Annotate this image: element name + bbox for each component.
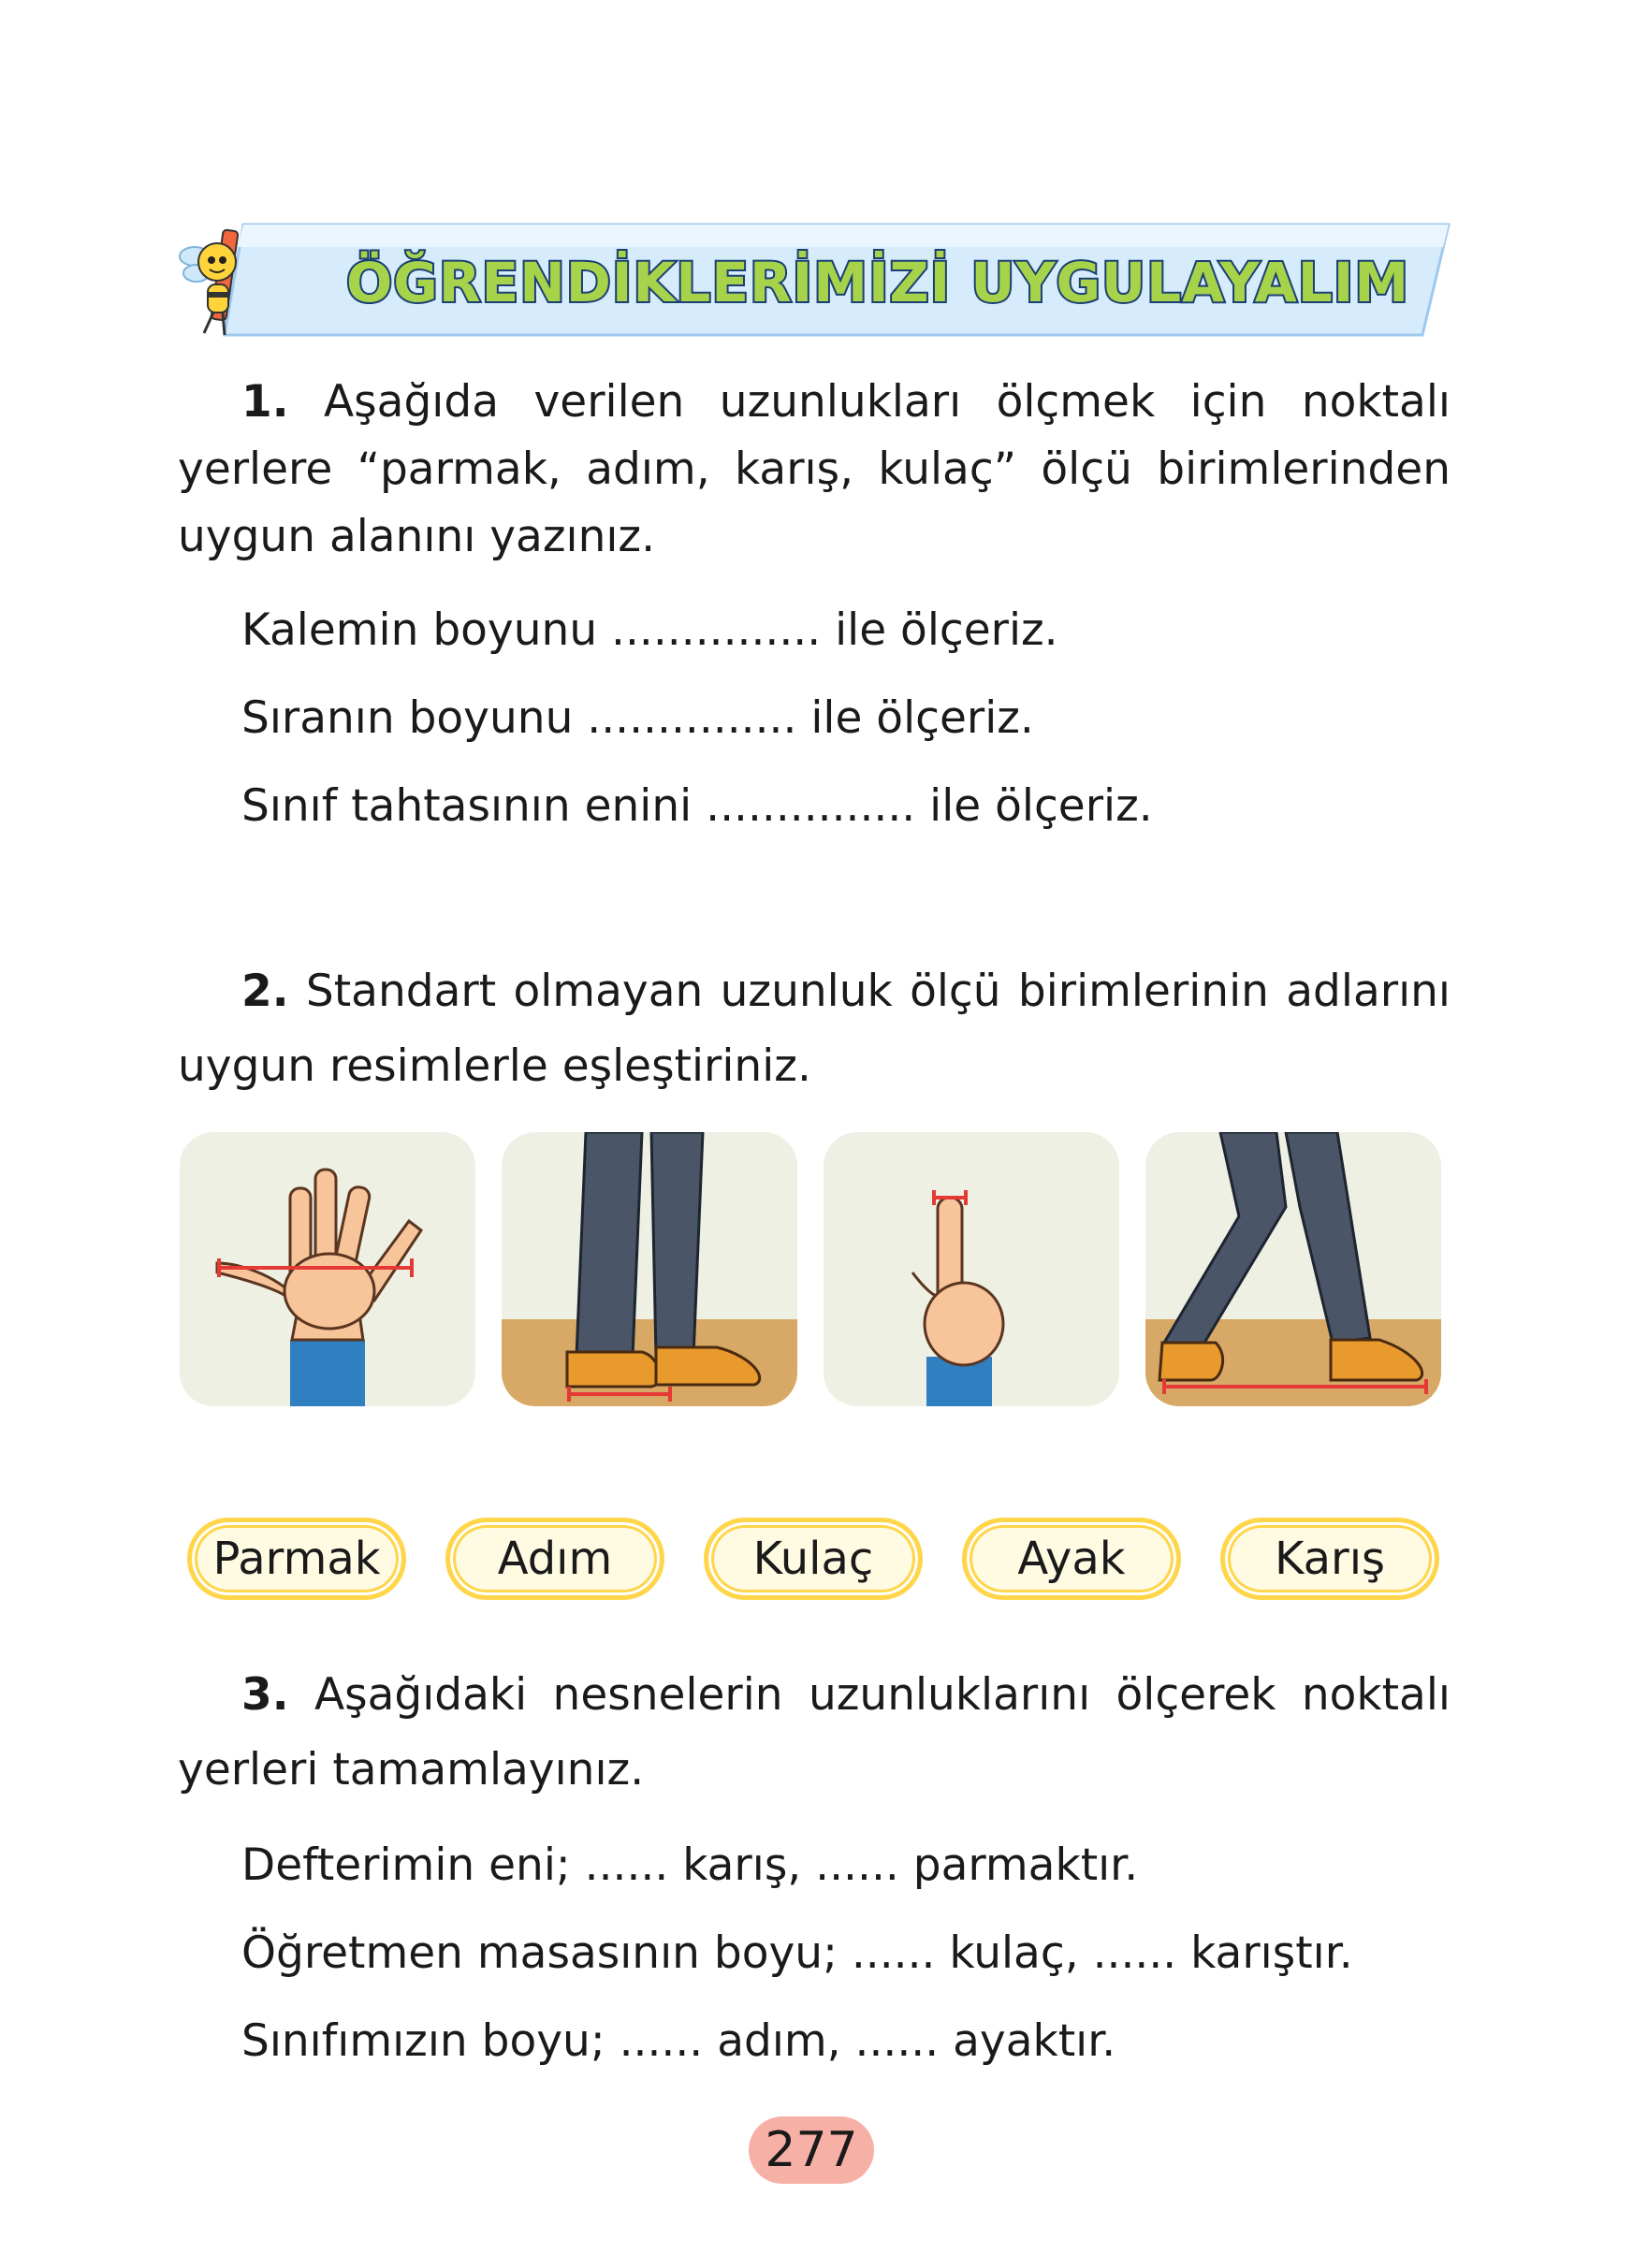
question-1-body: Aşağıda verilen uzunlukları ölçmek için noktalı yerlere “parmak, adım, karış, kulaç” ölçü birimlerinden uygun alanını yazınız. [178,376,1451,562]
option-parmak[interactable]: Parmak [187,1518,406,1600]
question-3-text [178,1658,1451,1808]
option-karis[interactable]: Karış [1220,1518,1439,1600]
question-1-number: 1. [241,376,289,428]
q3-line-3: Sınıfımızın boyu; ...... adım, ...... ayaktır. [241,2015,1116,2067]
question-2-text [178,954,1451,1104]
q3-line-2: Öğretmen masasının boyu; ...... kulaç, ...... karıştır. [241,1927,1353,1979]
question-3-number: 3. [241,1669,289,1721]
section-title: ÖĞRENDİKLERİMİZİ UYGULAYALIM [346,251,1410,314]
q3-line-1: Defterimin eni; ...... karış, ...... parmaktır. [241,1839,1139,1891]
q1-line-1: Kalemin boyunu ............... ile ölçeriz. [241,604,1058,656]
step-length-icon [1145,1132,1441,1406]
hand-span-icon [180,1132,475,1406]
option-kulac[interactable]: Kulaç [704,1518,923,1600]
question-2-body: Standart olmayan uzunluk ölçü birimlerinin adlarını uygun resimlerle eşleştiriniz. [178,966,1451,1092]
option-ayak[interactable]: Ayak [962,1518,1181,1600]
q1-line-3: Sınıf tahtasının enini ............... ile ölçeriz. [241,780,1153,832]
question-2-number: 2. [241,966,289,1017]
finger-width-icon [824,1132,1119,1406]
q1-line-2: Sıranın boyunu ............... ile ölçeriz. [241,692,1034,744]
foot-length-icon [502,1132,797,1406]
bee-pencil-icon [174,221,268,342]
question-3-body: Aşağıdaki nesnelerin uzunluklarını ölçerek noktalı yerleri tamamlayınız. [178,1669,1451,1796]
option-adim[interactable]: Adım [445,1518,664,1600]
question-1-text [178,369,1451,571]
page-number: 277 [749,2116,874,2184]
